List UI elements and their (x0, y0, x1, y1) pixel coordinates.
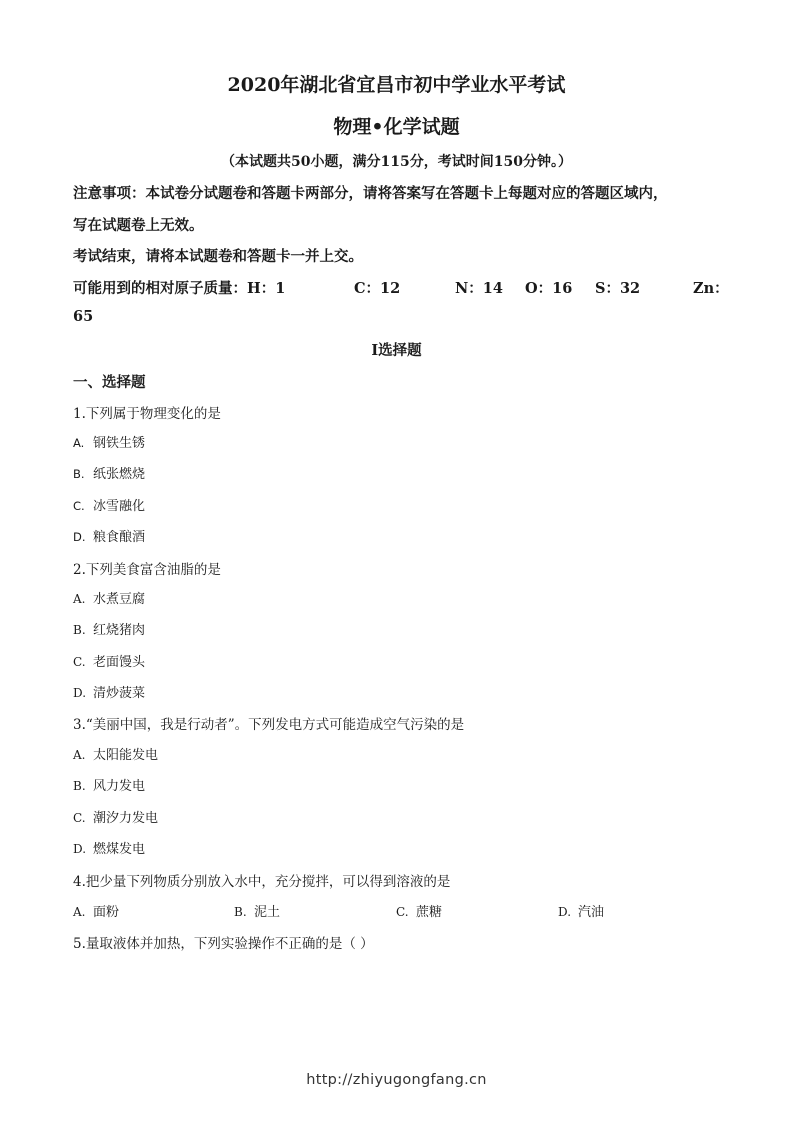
question-1-option-d (73, 526, 145, 545)
question-4-option-c (396, 901, 442, 920)
notice-line-3: 考试结束，请将本试题卷和答题卡一并上交。 (73, 248, 363, 265)
option-label: C. (396, 905, 409, 919)
option-label: B. (73, 779, 86, 793)
question-1-option-b (73, 463, 145, 482)
notice-line-2: 写在试题卷上无效。 (73, 217, 204, 234)
atomic-mass-c: C：12 (354, 280, 401, 297)
option-label: D. (558, 905, 572, 919)
exam-note: （本试题共50小题，满分115分，考试时间150分钟。） (221, 154, 572, 170)
question-3-option-d (73, 838, 145, 857)
question-2-option-a (73, 588, 145, 607)
option-label: B. (73, 623, 86, 637)
question-2-option-b (73, 619, 145, 638)
option-text: 风力发电 (93, 779, 146, 794)
question-2-option-c (73, 651, 145, 670)
question-4-option-a (73, 901, 119, 920)
option-text: 清炒菠菜 (93, 686, 146, 701)
section-part: I选择题 (371, 342, 422, 359)
option-label: C. (73, 655, 86, 669)
question-3-option-a (73, 744, 158, 763)
option-label: B. (73, 467, 85, 481)
atomic-mass-zn: Zn： (693, 280, 729, 297)
section-heading: 一、选择题 (73, 374, 146, 391)
question-2-option-d (73, 682, 145, 701)
question-4-option-b (234, 901, 280, 920)
option-label: C. (73, 811, 86, 825)
footer-url[interactable]: http://zhiyugongfang.cn (306, 1072, 487, 1088)
option-label: A. (73, 592, 86, 606)
exam-subtitle: 物理•化学试题 (333, 116, 460, 138)
atomic-mass-n: N：14 (455, 280, 503, 297)
option-text: 泥土 (254, 905, 281, 920)
question-3-option-b (73, 775, 145, 794)
question-1-stem: 1.下列属于物理变化的是 (73, 406, 221, 422)
option-label: D. (73, 842, 87, 856)
option-label: A. (73, 436, 85, 450)
option-text: 汽油 (578, 905, 605, 920)
option-text: 粮食酿酒 (93, 530, 146, 545)
option-label: A. (73, 748, 86, 762)
option-text: 面粉 (93, 905, 120, 920)
option-text: 水煮豆腐 (93, 592, 146, 607)
question-2-stem: 2.下列美食富含油脂的是 (73, 562, 221, 578)
option-text: 老面馒头 (93, 655, 146, 670)
option-text: 红烧猪肉 (93, 623, 146, 638)
option-label: B. (234, 905, 247, 919)
atomic-mass-zn-value: 65 (73, 308, 94, 325)
question-4-option-d (558, 901, 604, 920)
option-text: 蔗糖 (416, 905, 443, 920)
option-text: 潮汐力发电 (93, 811, 159, 826)
question-1-option-a (73, 432, 145, 451)
question-3-option-c (73, 807, 158, 826)
question-4-stem: 4.把少量下列物质分别放入水中，充分搅拌，可以得到溶液的是 (73, 874, 451, 890)
question-5-stem: 5.量取液体并加热，下列实验操作不正确的是（ ） (73, 936, 374, 952)
option-text: 冰雪融化 (93, 499, 146, 514)
question-3-stem: 3.“美丽中国，我是行动者”。下列发电方式可能造成空气污染的是 (73, 717, 465, 733)
option-text: 太阳能发电 (93, 748, 159, 763)
option-text: 燃煤发电 (93, 842, 146, 857)
question-1-option-c (73, 495, 145, 514)
notice-line-1: 注意事项：本试卷分试题卷和答题卡两部分，请将答案写在答题卡上每题对应的答题区域内， (73, 185, 668, 202)
exam-title: 2020年湖北省宜昌市初中学业水平考试 (227, 74, 566, 96)
option-label: A. (73, 905, 86, 919)
atomic-mass-o: O：16 (525, 280, 573, 297)
atomic-mass-label: 可能用到的相对原子质量：H：1 (73, 280, 286, 297)
option-label: D. (73, 530, 86, 544)
option-label: C. (73, 499, 85, 513)
option-text: 钢铁生锈 (93, 436, 146, 451)
option-label: D. (73, 686, 87, 700)
option-text: 纸张燃烧 (93, 467, 146, 482)
atomic-mass-s: S：32 (595, 280, 641, 297)
